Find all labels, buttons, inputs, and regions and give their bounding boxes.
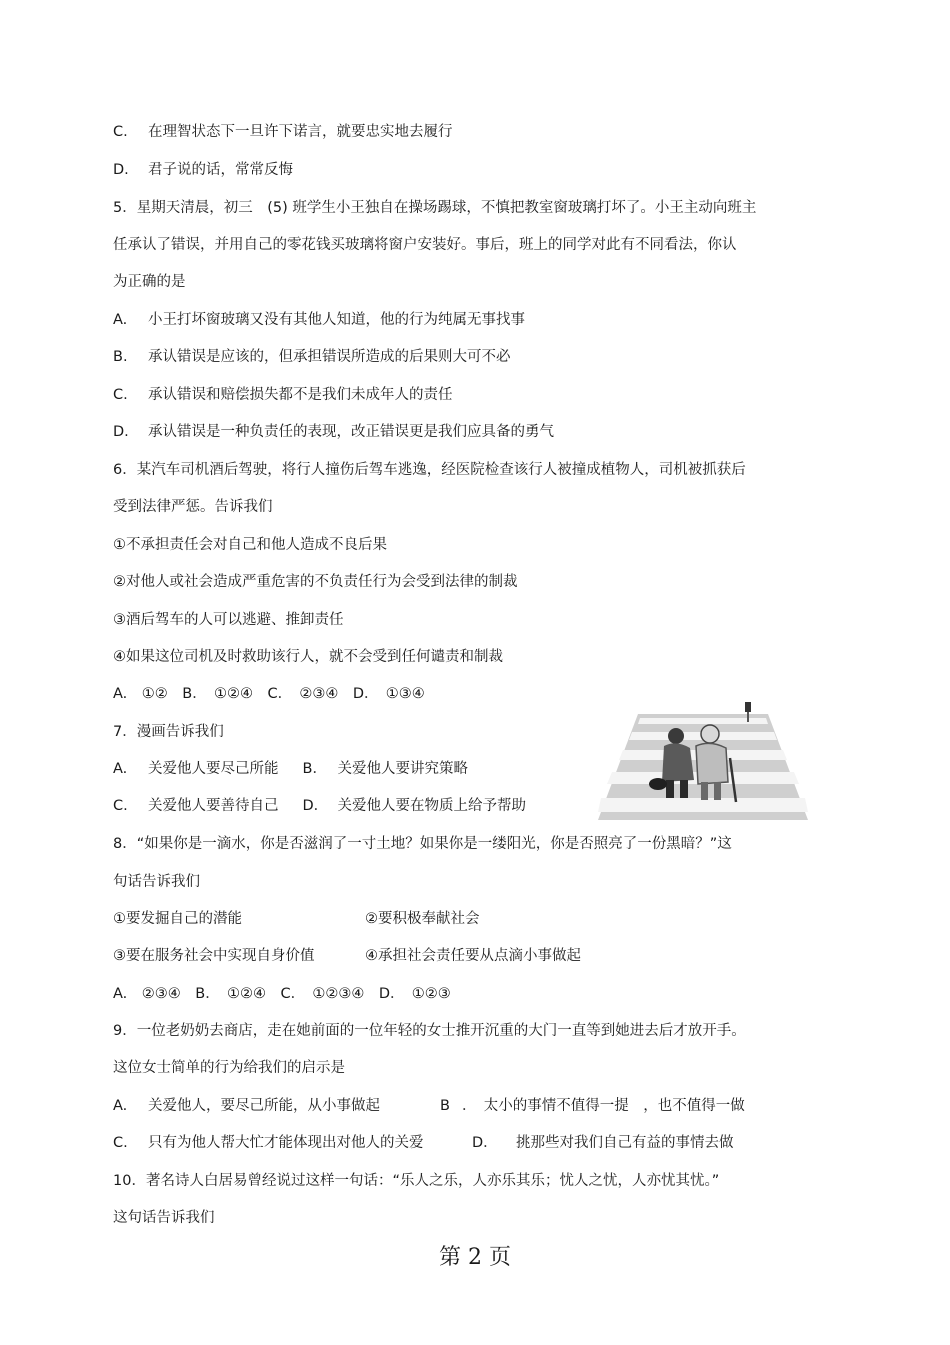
q6-stem-line2: 受到法律严惩。告诉我们 [113, 499, 273, 515]
option-text: 关爱他人要讲究策略 [337, 761, 468, 777]
q6-stem-line1: 6．某汽车司机酒后驾驶，将行人撞伤后驾车逃逸，经医院检查该行人被撞成植物人，司机被抓获后 [113, 462, 746, 478]
option-text: 关爱他人要善待自己 [148, 798, 279, 814]
q4-option-d [113, 160, 293, 180]
q6-statement-4: ④如果这位司机及时救助该行人，就不会受到任何谴责和制裁 [113, 649, 503, 665]
option-letter: B． [302, 761, 327, 777]
option-text: 小王打坏窗玻璃又没有其他人知道，他的行为纯属无事找事 [148, 312, 525, 328]
q8-statement-4: ④承担社会责任要从点滴小事做起 [365, 948, 581, 964]
option-letter: D. [113, 162, 129, 178]
option-text: ． 太小的事情不值得一提 ，也不值得一做 [462, 1098, 745, 1114]
option-letter: C. [113, 124, 128, 140]
q5-stem-line2: 任承认了错误，并用自己的零花钱买玻璃将窗户安装好。事后，班上的同学对此有不同看法，你认 [113, 237, 737, 253]
q10-stem-line1: 10．著名诗人白居易曾经说过这样一句话：“乐人之乐，人亦乐其乐；忧人之忧，人亦忧其忧。” [113, 1173, 720, 1189]
q6-answer-choices: A. ①② B． ①②④ C． ②③④ D． ①③④ [113, 686, 425, 702]
option-letter: B [440, 1098, 450, 1114]
q8-statement-1: ①要发掘自己的潜能 [113, 911, 242, 927]
q9-options-ab [113, 1096, 380, 1116]
q9-stem-line1: 9．一位老奶奶去商店，走在她前面的一位年轻的女士推开沉重的大门一直等到她进去后才放开手。 [113, 1023, 746, 1039]
q6-statement-3: ③酒后驾车的人可以逃避、推卸责任 [113, 612, 344, 628]
page-number: 第 2 页 [439, 1245, 511, 1270]
q8-statement-2: ②要积极奉献社会 [365, 911, 480, 927]
q5-stem-line3: 为正确的是 [113, 274, 186, 290]
option-letter: B. [113, 349, 128, 365]
q5-option-d [113, 422, 554, 442]
option-letter: A. [113, 1098, 128, 1114]
cartoon-illustration [598, 700, 808, 820]
option-letter: D． [472, 1135, 498, 1151]
option-text: 关爱他人，要尽己所能，从小事做起 [148, 1098, 380, 1114]
q5-option-c [113, 385, 453, 405]
option-text: 承认错误和赔偿损失都不是我们未成年人的责任 [148, 387, 453, 403]
q4-option-c [113, 122, 453, 142]
option-letter: A. [113, 312, 128, 328]
q8-answer-choices: A. ②③④ B． ①②④ C． ①②③④ D． ①②③ [113, 986, 451, 1002]
q7-stem: 7．漫画告诉我们 [113, 724, 224, 740]
option-text: 只有为他人帮大忙才能体现出对他人的关爱 [148, 1135, 424, 1151]
q5-option-b [113, 347, 511, 367]
q8-stem-line1: 8．“如果你是一滴水，你是否滋润了一寸土地？如果你是一缕阳光，你是否照亮了一份黑暗？”这 [113, 836, 732, 852]
q7-options-cd [113, 796, 526, 816]
q10-stem-line2: 这句话告诉我们 [113, 1210, 215, 1226]
option-letter: C. [113, 798, 128, 814]
option-text: 承认错误是应该的，但承担错误所造成的后果则大可不必 [148, 349, 511, 365]
option-letter: D． [302, 798, 329, 814]
q9-option-c [113, 1133, 424, 1153]
q8-stem-line2: 句话告诉我们 [113, 874, 200, 890]
q9-option-b [440, 1096, 745, 1116]
q9-stem-line2: 这位女士简单的行为给我们的启示是 [113, 1060, 345, 1076]
q6-statement-1: ①不承担责任会对自己和他人造成不良后果 [113, 537, 387, 553]
option-text: 关爱他人要尽己所能 [148, 761, 279, 777]
q6-statement-2: ②对他人或社会造成严重危害的不负责任行为会受到法律的制裁 [113, 574, 518, 590]
q8-statements-12 [113, 909, 242, 929]
q9-option-d [472, 1133, 734, 1153]
option-letter: A. [113, 761, 128, 777]
option-letter: C. [113, 1135, 128, 1151]
option-letter: D. [113, 424, 129, 440]
option-text: 关爱他人要在物质上给予帮助 [337, 798, 526, 814]
q5-stem-line1: 5．星期天清晨，初三 (5) 班学生小王独自在操场踢球，不慎把教室窗玻璃打坏了。小王主动向班主 [113, 200, 757, 216]
option-text: 君子说的话，常常反悔 [148, 162, 293, 178]
option-letter: C. [113, 387, 128, 403]
q8-statement-3: ③要在服务社会中实现自身价值 [113, 948, 315, 964]
option-text: 承认错误是一种负责任的表现，改正错误更是我们应具备的勇气 [148, 424, 554, 440]
option-text: 在理智状态下一旦许下诺言，就要忠实地去履行 [148, 124, 453, 140]
option-text: 挑那些对我们自己有益的事情去做 [516, 1135, 734, 1151]
q5-option-a [113, 310, 525, 330]
q7-options-ab [113, 759, 468, 779]
